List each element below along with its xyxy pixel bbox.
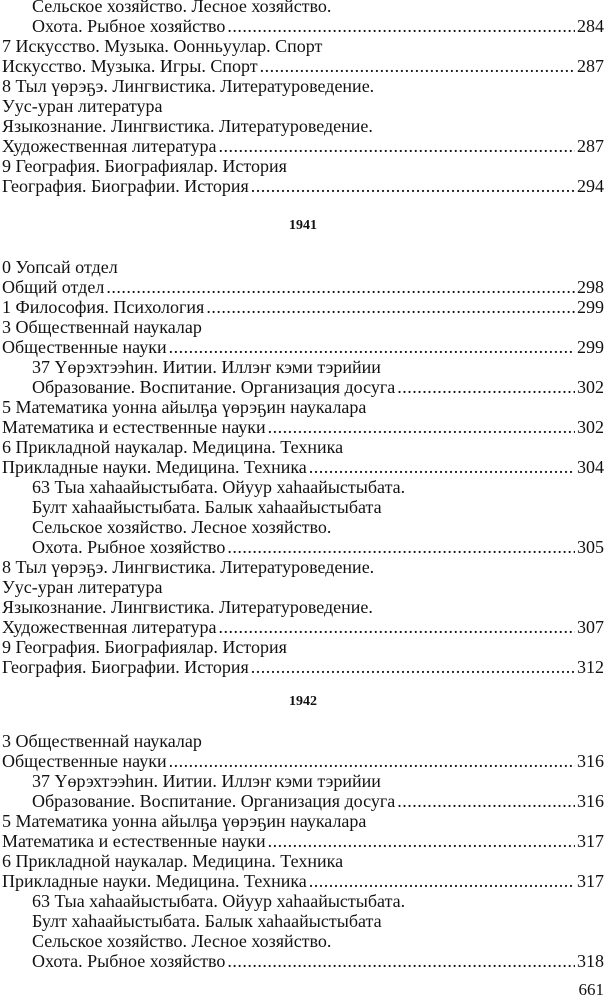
table-of-contents bbox=[2, 0, 604, 971]
dot-leader bbox=[169, 751, 575, 771]
toc-entry bbox=[2, 851, 604, 871]
entry-page-number: 299 bbox=[577, 297, 604, 317]
year-heading: 1941 bbox=[289, 218, 317, 233]
dot-leader bbox=[169, 337, 575, 357]
entry-title: Образование. Воспитание. Организация досуга bbox=[32, 377, 396, 397]
entry-title: Общественные науки bbox=[2, 751, 167, 771]
toc-entry bbox=[2, 871, 604, 891]
entry-title: Математика и естественные науки bbox=[2, 831, 266, 851]
entry-title: 3 Общественнай наукалар bbox=[2, 731, 202, 751]
entry-title: 9 География. Биографиялар. История bbox=[2, 156, 287, 176]
entry-title: 63 Тыа хаһаайыстыбата. Ойуур хаһаайыстыбата. bbox=[32, 891, 406, 911]
entry-title: Прикладные науки. Медицина. Техника bbox=[2, 457, 307, 477]
toc-entry bbox=[2, 56, 604, 76]
toc-entry bbox=[2, 951, 604, 971]
dot-leader bbox=[227, 537, 575, 557]
entry-title: Сельское хозяйство. Лесное хозяйство. bbox=[32, 931, 332, 951]
entry-title: Сельское хозяйство. Лесное хозяйство. bbox=[32, 0, 332, 16]
dot-leader bbox=[106, 277, 575, 297]
entry-page-number: 316 bbox=[577, 791, 604, 811]
entry-title: 8 Тыл үөрэҕэ. Лингвистика. Литературоведение. bbox=[2, 76, 375, 96]
toc-entry bbox=[2, 377, 604, 397]
entry-title: 1 Философия. Психология bbox=[2, 297, 205, 317]
toc-entry bbox=[2, 597, 604, 617]
entry-title: 37 Үөрэхтээһин. Иитии. Иллэҥ кэми тэрийии bbox=[32, 357, 381, 377]
entry-page-number: 298 bbox=[577, 277, 604, 297]
toc-entry bbox=[2, 337, 604, 357]
entry-title: Языкознание. Лингвистика. Литературоведение. bbox=[2, 597, 373, 617]
toc-entry bbox=[2, 297, 604, 317]
entry-page-number: 317 bbox=[577, 871, 604, 891]
entry-title: География. Биографии. История bbox=[2, 657, 249, 677]
entry-page-number: 318 bbox=[577, 951, 604, 971]
entry-title: Искусство. Музыка. Игры. Спорт bbox=[2, 56, 258, 76]
toc-entry bbox=[2, 116, 604, 136]
entry-title: 9 География. Биографиялар. История bbox=[2, 637, 287, 657]
toc-entry bbox=[2, 751, 604, 771]
toc-entry bbox=[2, 791, 604, 811]
toc-entry bbox=[2, 36, 604, 56]
entry-title: Художественная литература bbox=[2, 617, 217, 637]
entry-page-number: 302 bbox=[577, 377, 604, 397]
toc-entry bbox=[2, 731, 604, 751]
toc-entry bbox=[2, 517, 604, 537]
entry-title: 37 Үөрэхтээһин. Иитии. Иллэҥ кэми тэрийии bbox=[32, 771, 381, 791]
toc-entry bbox=[2, 477, 604, 497]
entry-title: 7 Искусство. Музыка. Оонньуулар. Спорт bbox=[2, 36, 323, 56]
toc-entry bbox=[2, 176, 604, 196]
dot-leader bbox=[268, 831, 575, 851]
entry-title: 8 Тыл үөрэҕэ. Лингвистика. Литературоведение. bbox=[2, 557, 375, 577]
entry-title: Математика и естественные науки bbox=[2, 417, 266, 437]
toc-entry bbox=[2, 277, 604, 297]
entry-title: Общий отдел bbox=[2, 277, 105, 297]
toc-entry bbox=[2, 911, 604, 931]
entry-title: 3 Общественнай наукалар bbox=[2, 317, 202, 337]
dot-leader bbox=[260, 56, 575, 76]
toc-entry bbox=[2, 317, 604, 337]
toc-entry bbox=[2, 771, 604, 791]
entry-title: 5 Математика уонна айылҕа үөрэҕин наукалара bbox=[2, 397, 367, 417]
dot-leader bbox=[219, 617, 575, 637]
dot-leader bbox=[227, 951, 575, 971]
entry-title: Охота. Рыбное хозяйство bbox=[32, 537, 226, 557]
entry-page-number: 299 bbox=[577, 337, 604, 357]
dot-leader bbox=[397, 791, 575, 811]
entry-title: Уус-уран литература bbox=[2, 96, 163, 116]
dot-leader bbox=[309, 457, 575, 477]
toc-entry bbox=[2, 16, 604, 36]
entry-title: География. Биографии. История bbox=[2, 176, 249, 196]
toc-entry bbox=[2, 76, 604, 96]
entry-title: Уус-уран литература bbox=[2, 577, 163, 597]
entry-page-number: 284 bbox=[577, 16, 604, 36]
toc-entry bbox=[2, 257, 604, 277]
entry-page-number: 316 bbox=[577, 751, 604, 771]
dot-leader bbox=[219, 136, 575, 156]
toc-entry bbox=[2, 657, 604, 677]
entry-title: 0 Уопсай отдел bbox=[2, 257, 118, 277]
toc-entry bbox=[2, 577, 604, 597]
entry-title: Прикладные науки. Медицина. Техника bbox=[2, 871, 307, 891]
dot-leader bbox=[206, 297, 575, 317]
toc-entry bbox=[2, 156, 604, 176]
entry-page-number: 312 bbox=[577, 657, 604, 677]
toc-entry bbox=[2, 136, 604, 156]
entry-page-number: 305 bbox=[577, 537, 604, 557]
dot-leader bbox=[251, 176, 575, 196]
entry-title: Булт хаһаайыстыбата. Балык хаһаайыстыбата bbox=[32, 497, 382, 517]
entry-page-number: 304 bbox=[577, 457, 604, 477]
dot-leader bbox=[397, 377, 575, 397]
toc-entry bbox=[2, 637, 604, 657]
toc-entry bbox=[2, 96, 604, 116]
entry-title: Булт хаһаайыстыбата. Балык хаһаайыстыбата bbox=[32, 911, 382, 931]
toc-entry bbox=[2, 557, 604, 577]
toc-entry bbox=[2, 891, 604, 911]
dot-leader bbox=[268, 417, 575, 437]
toc-entry bbox=[2, 457, 604, 477]
entry-page-number: 294 bbox=[577, 176, 604, 196]
toc-entry bbox=[2, 831, 604, 851]
toc-entry bbox=[2, 931, 604, 951]
year-heading: 1942 bbox=[289, 694, 317, 709]
entry-page-number: 287 bbox=[577, 56, 604, 76]
toc-entry bbox=[2, 357, 604, 377]
toc-entry bbox=[2, 497, 604, 517]
entry-page-number: 302 bbox=[577, 417, 604, 437]
entry-title: 6 Прикладной наукалар. Медицина. Техника bbox=[2, 851, 344, 871]
page-number: 661 bbox=[578, 980, 604, 999]
toc-entry bbox=[2, 537, 604, 557]
entry-title: Образование. Воспитание. Организация досуга bbox=[32, 791, 396, 811]
toc-entry bbox=[2, 0, 604, 16]
toc-entry bbox=[2, 397, 604, 417]
toc-entry bbox=[2, 811, 604, 831]
entry-title: Художественная литература bbox=[2, 136, 217, 156]
entry-page-number: 287 bbox=[577, 136, 604, 156]
dot-leader bbox=[309, 871, 575, 891]
toc-entry bbox=[2, 417, 604, 437]
entry-title: Языкознание. Лингвистика. Литературоведение. bbox=[2, 116, 373, 136]
dot-leader bbox=[227, 16, 575, 36]
entry-title: 6 Прикладной наукалар. Медицина. Техника bbox=[2, 437, 344, 457]
entry-title: Охота. Рыбное хозяйство bbox=[32, 16, 226, 36]
entry-title: 63 Тыа хаһаайыстыбата. Ойуур хаһаайыстыбата. bbox=[32, 477, 406, 497]
entry-title: Сельское хозяйство. Лесное хозяйство. bbox=[32, 517, 332, 537]
entry-title: Охота. Рыбное хозяйство bbox=[32, 951, 226, 971]
entry-page-number: 307 bbox=[577, 617, 604, 637]
toc-entry bbox=[2, 617, 604, 637]
entry-title: 5 Математика уонна айылҕа үөрэҕин наукалара bbox=[2, 811, 367, 831]
dot-leader bbox=[251, 657, 575, 677]
entry-page-number: 317 bbox=[577, 831, 604, 851]
entry-title: Общественные науки bbox=[2, 337, 167, 357]
toc-entry bbox=[2, 437, 604, 457]
